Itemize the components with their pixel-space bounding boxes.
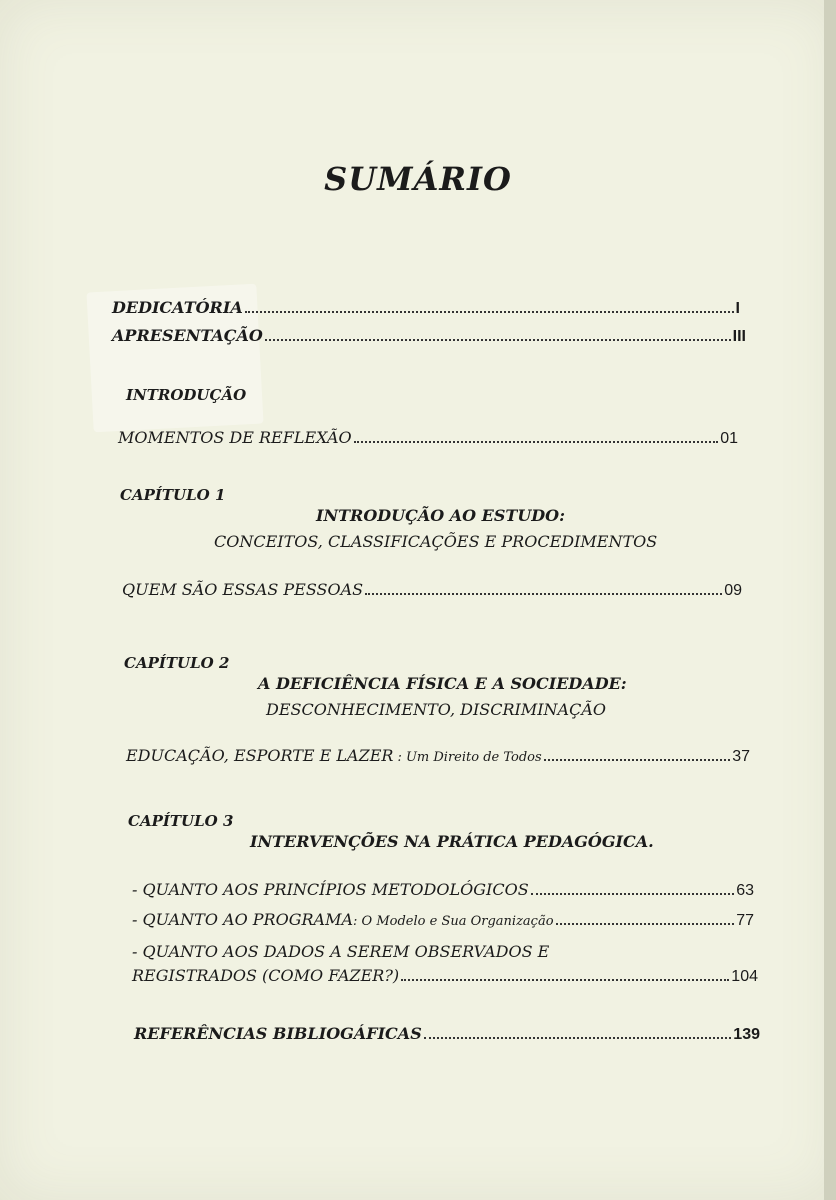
toc-page-number: 09 bbox=[724, 582, 742, 599]
chapter1-title: INTRODUÇÃO AO ESTUDO: bbox=[316, 506, 565, 525]
toc-page-number: 01 bbox=[720, 430, 738, 447]
leader-dots bbox=[544, 758, 731, 761]
toc-entry-dedicatoria bbox=[112, 298, 740, 318]
toc-entry-chapter3-item3 bbox=[132, 966, 758, 986]
toc-entry-chapter3-item2 bbox=[132, 910, 754, 930]
toc-page-number: III bbox=[732, 328, 746, 345]
toc-entry-chapter1 bbox=[122, 580, 742, 600]
chapter1-subtitle: CONCEITOS, CLASSIFICAÇÕES E PROCEDIMENTOS bbox=[214, 532, 658, 551]
toc-entry-chapter2 bbox=[126, 746, 750, 766]
toc-page-number: 63 bbox=[736, 882, 754, 899]
leader-dots bbox=[245, 310, 734, 313]
chapter1-heading: CAPÍTULO 1 bbox=[120, 486, 226, 504]
toc-entry-apresentacao bbox=[112, 326, 746, 346]
chapter2-title: A DEFICIÊNCIA FÍSICA E A SOCIEDADE: bbox=[258, 674, 627, 693]
leader-dots bbox=[401, 978, 729, 981]
toc-entry-chapter3-item3-line1: - QUANTO AOS DADOS A SEREM OBSERVADOS E bbox=[132, 942, 550, 961]
chapter3-title: INTERVENÇÕES NA PRÁTICA PEDAGÓGICA. bbox=[250, 832, 654, 851]
toc-label: APRESENTAÇÃO bbox=[112, 326, 263, 345]
leader-dots bbox=[424, 1036, 732, 1039]
toc-label: MOMENTOS DE REFLEXÃO bbox=[118, 428, 352, 447]
toc-label: DEDICATÓRIA bbox=[112, 298, 243, 317]
chapter3-heading: CAPÍTULO 3 bbox=[128, 812, 234, 830]
toc-page-number: I bbox=[735, 300, 740, 317]
toc-label: REGISTRADOS (COMO FAZER?) bbox=[132, 966, 400, 985]
toc-page-number: 139 bbox=[733, 1026, 760, 1043]
toc-sublabel: : O Modelo e Sua Organização bbox=[353, 914, 554, 929]
toc-label: EDUCAÇÃO, ESPORTE E LAZER bbox=[126, 746, 394, 765]
leader-dots bbox=[556, 922, 735, 925]
toc-label: QUEM SÃO ESSAS PESSOAS bbox=[122, 580, 364, 599]
toc-page-number: 104 bbox=[731, 968, 758, 985]
chapter2-heading: CAPÍTULO 2 bbox=[124, 654, 230, 672]
toc-label: - QUANTO AOS PRINCÍPIOS METODOLÓGICOS bbox=[132, 880, 529, 899]
toc-entry-chapter3-item1 bbox=[132, 880, 754, 900]
leader-dots bbox=[365, 592, 722, 595]
leader-dots bbox=[531, 892, 735, 895]
intro-heading: INTRODUÇÃO bbox=[126, 386, 247, 404]
toc-entry-references bbox=[134, 1024, 760, 1044]
toc-page-number: 37 bbox=[732, 748, 750, 765]
chapter2-subtitle: DESCONHECIMENTO, DISCRIMINAÇÃO bbox=[266, 700, 606, 719]
toc-sublabel: : Um Direito de Todos bbox=[397, 750, 542, 765]
leader-dots bbox=[265, 338, 731, 341]
toc-label: REFERÊNCIAS BIBLIOGÁFICAS bbox=[134, 1024, 422, 1043]
toc-label: - QUANTO AO PROGRAMA bbox=[132, 910, 354, 929]
toc-page-number: 77 bbox=[736, 912, 754, 929]
toc-entry-intro bbox=[118, 428, 738, 448]
page-title: SUMÁRIO bbox=[324, 160, 512, 198]
leader-dots bbox=[354, 440, 719, 443]
